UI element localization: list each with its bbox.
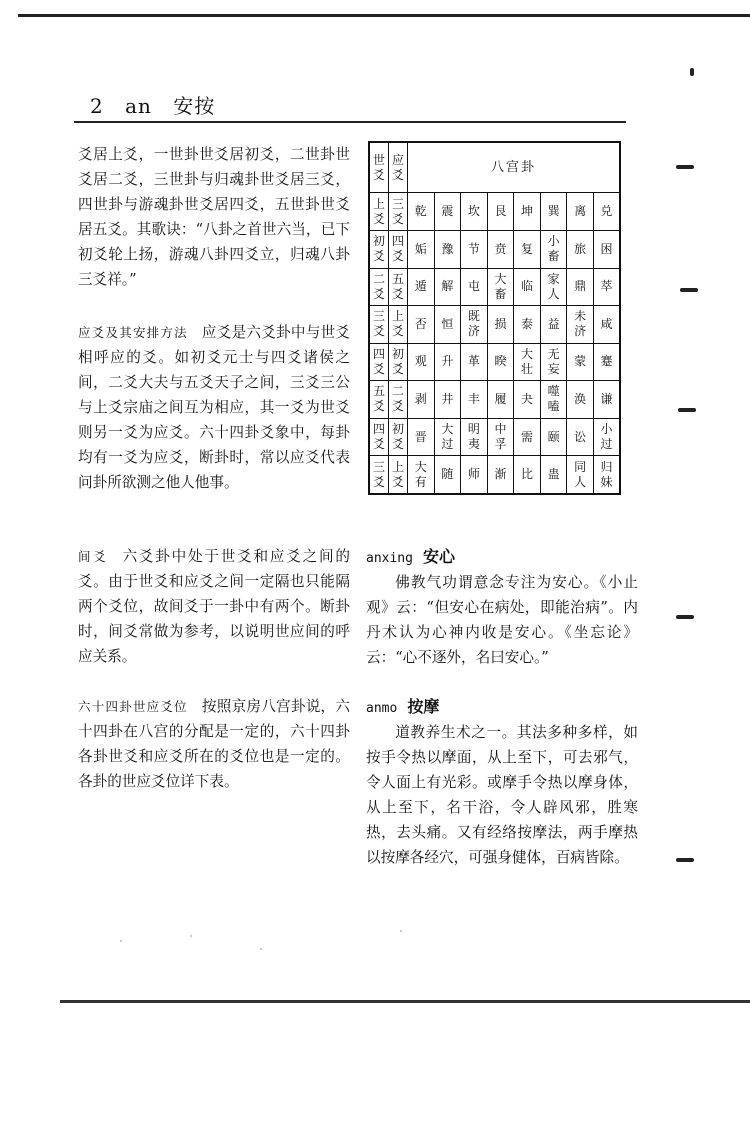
header-title: 安按 — [173, 94, 216, 118]
entry-pinyin: anxing — [366, 551, 413, 566]
ying-yao-cell: 四 爻 — [389, 230, 408, 268]
gua-cell: 坎 — [461, 193, 488, 231]
ying-yao-cell: 二 爻 — [389, 381, 408, 419]
gua-cell: 咸 — [593, 306, 620, 344]
shi-yao-cell: 二 爻 — [369, 268, 389, 306]
gua-cell: 临 — [514, 268, 541, 306]
gua-cell: 师 — [461, 456, 488, 494]
shi-yao-cell: 四 爻 — [369, 343, 389, 381]
gua-cell: 坤 — [514, 193, 541, 231]
gua-cell: 丰 — [461, 381, 488, 419]
table-row — [369, 268, 620, 306]
entry-text: 按照京房八宫卦说，六十四卦在八宫的分配是一定的，六十四卦各卦世爻和应爻所在的爻位也是一定的。各卦的世应爻位详下表。 — [78, 698, 350, 790]
ying-yao-cell: 上 爻 — [389, 456, 408, 494]
header-pinyin: an — [125, 94, 152, 118]
gua-cell: 离 — [567, 193, 594, 231]
gua-cell: 姤 — [408, 230, 435, 268]
entry-head-anxin — [366, 544, 455, 567]
gua-cell: 噬 嗑 — [540, 381, 567, 419]
gua-cell: 大 畜 — [487, 268, 514, 306]
shi-yao-cell: 上 爻 — [369, 193, 389, 231]
scan-speck — [190, 935, 192, 937]
gua-cell: 蛊 — [540, 456, 567, 494]
gua-cell: 豫 — [434, 230, 461, 268]
gua-cell: 巽 — [540, 193, 567, 231]
ying-yao-cell: 上 爻 — [389, 306, 408, 344]
gua-cell: 小 畜 — [540, 230, 567, 268]
margin-mark — [680, 288, 698, 292]
gua-cell: 节 — [461, 230, 488, 268]
col-header-ying: 应 爻 — [389, 142, 408, 193]
table-header-row — [369, 142, 620, 193]
shi-yao-cell: 三 爻 — [369, 456, 389, 494]
gua-cell: 解 — [434, 268, 461, 306]
gua-cell: 大 壮 — [514, 343, 541, 381]
col-header-shi: 世 爻 — [369, 142, 389, 193]
running-header — [90, 90, 229, 119]
gua-cell: 颐 — [540, 418, 567, 456]
margin-mark — [690, 68, 694, 76]
entry-title: 安心 — [422, 547, 455, 566]
gua-cell: 革 — [461, 343, 488, 381]
header-rule — [74, 121, 626, 123]
gua-cell: 中 孚 — [487, 418, 514, 456]
entry-pinyin: anmo — [366, 701, 398, 716]
ying-yao-cell: 初 爻 — [389, 418, 408, 456]
gua-cell: 兑 — [593, 193, 620, 231]
margin-mark — [678, 408, 696, 412]
entry-anxin-text: 佛教气功谓意念专注为安心。《小止观》云：“但安心在病处，即能治病”。内丹术认为心神内收是安心。《坐忘论》云：“心不逐外，名曰安心。” — [366, 574, 638, 666]
continued-paragraph: 爻居上爻，一世卦世爻居初爻，二世卦世爻居二爻，三世卦与归魂卦世爻居三爻，四世卦与游魂卦世爻居四爻，五世卦世爻居五爻。其歌诀：“八卦之首世六当，已下初爻轮上扬，游魂八卦四爻立，归魂八卦三爻祥。” — [78, 146, 350, 288]
gua-cell: 剥 — [408, 381, 435, 419]
gua-cell: 小 过 — [593, 418, 620, 456]
entry-yingyao — [78, 320, 350, 495]
gua-cell: 未 济 — [567, 306, 594, 344]
margin-mark — [676, 858, 694, 862]
gua-cell: 遁 — [408, 268, 435, 306]
shi-ying-table — [368, 141, 621, 495]
gua-cell: 蒙 — [567, 343, 594, 381]
gua-cell: 同 人 — [567, 456, 594, 494]
entry-term: 间爻 — [78, 549, 109, 564]
gua-cell: 乾 — [408, 193, 435, 231]
col-header-bagong: 八宫卦 — [408, 142, 621, 193]
gua-cell: 无 妄 — [540, 343, 567, 381]
shi-yao-cell: 四 爻 — [369, 418, 389, 456]
shi-yao-cell: 三 爻 — [369, 306, 389, 344]
entry-head-anmo — [366, 694, 439, 717]
shi-yao-cell: 五 爻 — [369, 381, 389, 419]
entry-text: 六爻卦中处于世爻和应爻之间的爻。由于世爻和应爻之间一定隔也只能隔两个爻位，故间爻于一卦中有两个。断卦时，间爻常做为参考，以说明世应间的呼应关系。 — [78, 548, 350, 665]
table-row — [369, 343, 620, 381]
gua-cell: 复 — [514, 230, 541, 268]
gua-cell: 震 — [434, 193, 461, 231]
gua-cell: 明 夷 — [461, 418, 488, 456]
gua-cell: 井 — [434, 381, 461, 419]
table-row — [369, 306, 620, 344]
gua-cell: 渐 — [487, 456, 514, 494]
scan-speck — [120, 940, 122, 942]
gua-cell: 涣 — [567, 381, 594, 419]
table-row — [369, 230, 620, 268]
gua-cell: 恒 — [434, 306, 461, 344]
gua-cell: 需 — [514, 418, 541, 456]
gua-cell: 损 — [487, 306, 514, 344]
gua-cell: 履 — [487, 381, 514, 419]
gua-cell: 归 妹 — [593, 456, 620, 494]
entry-term: 应爻及其安排方法 — [78, 325, 188, 340]
gua-cell: 否 — [408, 306, 435, 344]
gua-cell: 泰 — [514, 306, 541, 344]
ying-yao-cell: 五 爻 — [389, 268, 408, 306]
entry-anmo-text: 道教养生术之一。其法多种多样，如按手令热以摩面，从上至下，可去邪气，令人面上有光彩。或摩手令热以摩身体，从上至下，名干浴，令人辟风邪，胜寒热，去头痛。又有经络按摩法，两手摩热以按摩各经穴，可强身健体，百病皆除。 — [366, 724, 638, 866]
gua-cell: 升 — [434, 343, 461, 381]
gua-cell: 屯 — [461, 268, 488, 306]
gua-cell: 艮 — [487, 193, 514, 231]
table-row — [369, 456, 620, 494]
ying-yao-cell: 三 爻 — [389, 193, 408, 231]
gua-cell: 比 — [514, 456, 541, 494]
entry-liushisi — [78, 694, 350, 794]
scan-speck — [260, 948, 262, 950]
gua-cell: 谦 — [593, 381, 620, 419]
gua-cell: 萃 — [593, 268, 620, 306]
gua-cell: 夬 — [514, 381, 541, 419]
scan-speck — [400, 930, 402, 932]
gua-cell: 晋 — [408, 418, 435, 456]
shi-yao-cell: 初 爻 — [369, 230, 389, 268]
entry-text: 应爻是六爻卦中与世爻相呼应的爻。如初爻元士与四爻诸侯之间，二爻大夫与五爻天子之间，三爻三公与上爻宗庙之间互为相应，其一爻为世爻则另一爻为应爻。六十四卦爻象中，每卦均有一爻为应爻，断卦时，常以应爻代表问卦所欲测之他人他事。 — [78, 324, 350, 491]
gua-cell: 既 济 — [461, 306, 488, 344]
gua-cell: 大 过 — [434, 418, 461, 456]
table-row — [369, 193, 620, 231]
gua-cell: 鼎 — [567, 268, 594, 306]
gua-cell: 随 — [434, 456, 461, 494]
gua-cell: 益 — [540, 306, 567, 344]
page-number: 2 — [90, 94, 104, 118]
gua-cell: 旅 — [567, 230, 594, 268]
entry-jianyao — [78, 544, 350, 669]
gua-cell: 大 有 — [408, 456, 435, 494]
table-row — [369, 381, 620, 419]
gua-cell: 困 — [593, 230, 620, 268]
entry-term: 六十四卦世应爻位 — [78, 699, 188, 714]
bottom-rule — [60, 1000, 750, 1003]
gua-cell: 睽 — [487, 343, 514, 381]
table-row — [369, 418, 620, 456]
margin-mark — [676, 165, 694, 169]
gua-cell: 讼 — [567, 418, 594, 456]
gua-cell: 观 — [408, 343, 435, 381]
gua-cell: 贲 — [487, 230, 514, 268]
gua-cell: 蹇 — [593, 343, 620, 381]
gua-cell: 家 人 — [540, 268, 567, 306]
top-rule — [18, 14, 750, 17]
entry-title: 按摩 — [407, 697, 440, 716]
margin-mark — [676, 615, 694, 619]
ying-yao-cell: 初 爻 — [389, 343, 408, 381]
